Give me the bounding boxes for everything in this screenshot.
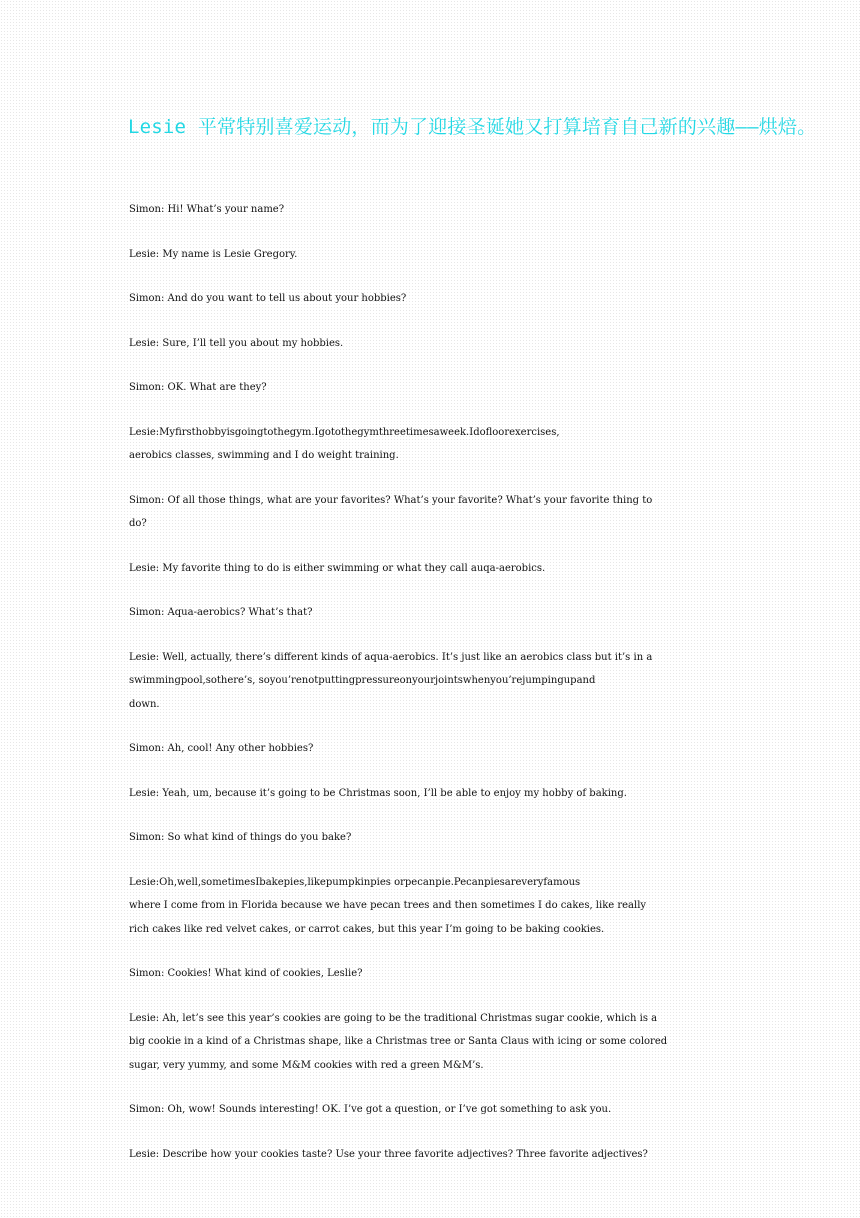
dialogue-paragraph	[129, 782, 829, 806]
dialogue-line: Simon: Oh, wow! Sounds interesting! OK. I’ve got a question, or I’ve got something to ask you.	[129, 1104, 612, 1115]
dialogue-line: Simon: Of all those things, what are your favorites? What’s your favorite? What’s your favorite thing to	[129, 494, 653, 506]
dialogue-paragraph	[129, 871, 829, 942]
dialogue-paragraph	[129, 376, 829, 400]
dialogue-paragraph	[129, 737, 829, 761]
dialogue-line: Simon: Ah, cool! Any other hobbies?	[129, 743, 314, 754]
dialogue-line: Lesie: Yeah, um, because it’s going to be Christmas soon, I’ll be able to enjoy my hobby of baking.	[129, 787, 627, 799]
dialogue-line: Lesie: Ah, let’s see this year’s cookies are going to be the traditional Christmas sugar cookie, which is a	[129, 1012, 658, 1024]
dialogue-line: big cookie in a kind of a Christmas shape, like a Christmas tree or Santa Claus with icing or some colored	[129, 1036, 668, 1047]
dialogue-paragraph	[129, 421, 829, 468]
dialogue-line: where I come from in Florida because we have pecan trees and then sometimes I do cakes, like really	[129, 900, 647, 911]
dialogue-line: Simon: OK. What are they?	[129, 382, 267, 393]
dialogue-line: rich cakes like red velvet cakes, or carrot cakes, but this year I’m going to be baking cookies.	[129, 923, 605, 935]
dialogue-line: Lesie: Well, actually, there’s different kinds of aqua-aerobics. It’s just like an aerobics class but it’s in a	[129, 651, 653, 663]
dialogue-paragraph	[129, 1098, 829, 1122]
dialogue-body	[129, 198, 829, 1187]
dialogue-paragraph	[129, 287, 829, 311]
dialogue-line: Lesie:Oh,well,sometimesIbakepies,likepumpkinpies orpecanpie.Pecanpiesareveryfamous	[129, 876, 581, 888]
dialogue-paragraph	[129, 826, 829, 850]
dialogue-paragraph	[129, 332, 829, 356]
dialogue-line: Simon: So what kind of things do you bake?	[129, 832, 352, 843]
dialogue-paragraph	[129, 198, 829, 222]
dialogue-line: sugar, very yummy, and some M&M cookies with red a green M&M’s.	[129, 1059, 484, 1071]
dialogue-line: Lesie:Myfirsthobbyisgoingtothegym.Igotothegymthreetimesaweek.Idofloorexercises,	[129, 426, 560, 438]
dialogue-line: Lesie: Sure, I’ll tell you about my hobbies.	[129, 337, 344, 349]
dialogue-line: Lesie: Describe how your cookies taste? Use your three favorite adjectives? Three favorite adjectives?	[129, 1148, 648, 1160]
dialogue-paragraph	[129, 557, 829, 581]
dialogue-paragraph	[129, 646, 829, 717]
dialogue-line: Simon: Hi! What’s your name?	[129, 204, 285, 215]
dialogue-paragraph	[129, 1007, 829, 1078]
dialogue-line: do?	[129, 518, 147, 529]
dialogue-paragraph	[129, 1143, 829, 1167]
document-title: Lesie 平常特别喜爱运动，而为了迎接圣诞她又打算培育自己新的兴趣——烘焙。	[128, 116, 817, 138]
dialogue-line: Lesie: My favorite thing to do is either swimming or what they call auqa-aerobics.	[129, 562, 546, 574]
dialogue-paragraph	[129, 601, 829, 625]
dialogue-line: Simon: And do you want to tell us about your hobbies?	[129, 293, 407, 304]
dialogue-line: aerobics classes, swimming and I do weight training.	[129, 450, 399, 461]
dialogue-line: Simon: Aqua-aerobics? What’s that?	[129, 607, 313, 618]
dialogue-line: Simon: Cookies! What kind of cookies, Leslie?	[129, 968, 363, 979]
dialogue-paragraph	[129, 962, 829, 986]
dialogue-paragraph	[129, 489, 829, 536]
dialogue-line: Lesie: My name is Lesie Gregory.	[129, 248, 298, 260]
dialogue-line: swimmingpool,sothere’s, soyou’renotputtingpressureonyourjointswhenyou’rejumpingupand	[129, 675, 596, 686]
dialogue-line: down.	[129, 698, 160, 710]
dialogue-paragraph	[129, 243, 829, 267]
